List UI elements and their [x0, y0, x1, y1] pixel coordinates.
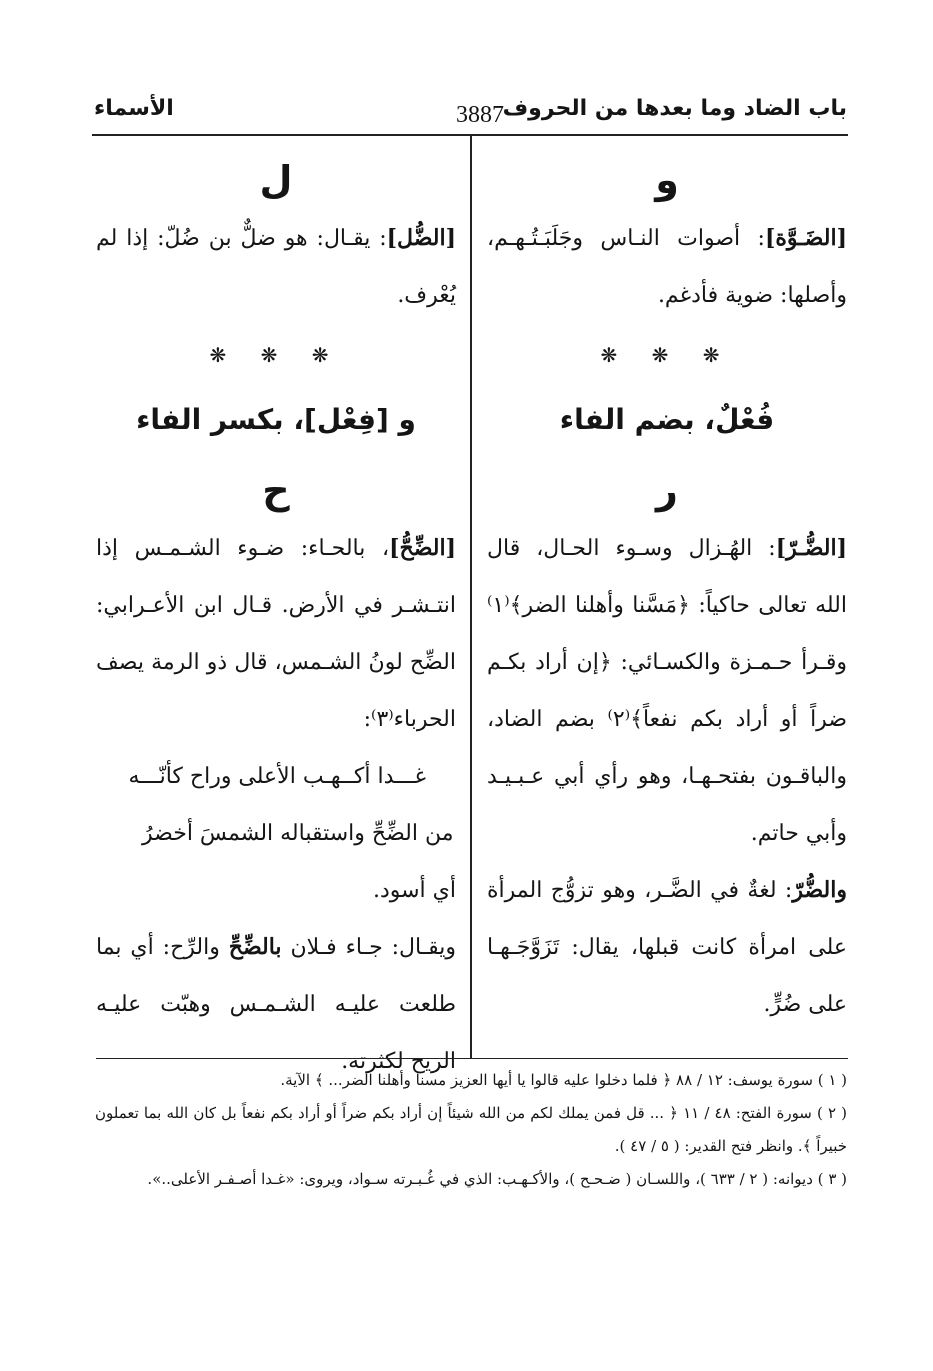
- letter-lam: ل: [259, 158, 293, 202]
- poem-verse-first: غـــدا أكــهـب الأعلى وراح كأنّـــه: [128, 764, 426, 789]
- footnote-1: ( ١ ) سورة يوسف: ١٢ / ٨٨ ﴿ فلما دخلوا عليه قالوا يا أيها العزيز مسنا وأهلنا الضر... ﴾ الآية.: [280, 1071, 847, 1089]
- entry-text: ، بالحـاء: ضـوء الشـمـس إذا انتـشـر في الأرض. قـال ابن الأعـرابي: الضِّح لونُ الشـمس، قال ذو الرمة يصف الحرباء⁽٣⁾:: [96, 536, 456, 732]
- chapter-title: باب الضاد وما بعدها من الحروف: [502, 96, 847, 121]
- section-separator: ❋ ❋ ❋: [600, 343, 734, 367]
- entry-dihh: [96, 520, 456, 748]
- headword: [الضِّحُّ]: [389, 535, 456, 561]
- footnote-2: ( ٢ ) سورة الفتح: ٤٨ / ١١ ﴿ ... قل فمن يملك لكم من الله شيئاً إن أراد بكم ضراً أو أراد بكم نفعاً بل كان الله بما تعملون خبيراً ﴾. وانظر فتح القدير: ( ٥ / ٤٧ ).: [95, 1104, 847, 1155]
- entry-text: : الهُـزال وسـوء الحـال، قال الله تعالى حاكياً: ﴿مَسَّنا وأهلنا الضر﴾⁽١⁾ وقـرأ حـمـزة والكسـائي: ﴿إن أراد بكـم ضراً أو أراد بكم نفعاً﴾⁽٢⁾ بضم الضاد، والباقـون بفتحـهـا، وهو رأي أبي عـبـيـد وأبي حاتم.: [487, 536, 847, 846]
- verse-gloss: أي أسود.: [372, 878, 456, 903]
- right-column: [487, 150, 847, 1033]
- entry-text: : لغةٌ في الضَّـر، وهو تزوُّج المرأة على امرأة كانت قبلها، يقال: تَزَوَّجَـهـا على ضُرٍّ.: [487, 878, 847, 1017]
- section-title: الأسماء: [94, 96, 174, 121]
- letter-ra: ر: [656, 468, 678, 512]
- pattern-heading: و [فِعْل]، بكسر الفاء: [136, 403, 416, 436]
- headword: [الضُّـرّ]: [775, 535, 847, 561]
- entry-text: والرِّح: أي بما طلعت عليـه الشـمـس وهبّت عليـه الريح لكثرته.: [96, 935, 456, 1074]
- footnote-3: ( ٣ ) ديوانه: ( ٢ / ٦٣٣ )، واللسـان ( ضـحـح )، والأكـهـب: الذي في غُـبـرته سـواد، ويروى: «غـدا أصـفـر الأعلى..».: [147, 1170, 847, 1188]
- entry-dawwa: [487, 210, 847, 324]
- headword: [الضَـوَّة]: [764, 225, 847, 251]
- headword: [الضُّل]: [386, 225, 456, 251]
- entry-text: : يقـال: هو ضلٌّ بن ضُلّ: إذا لم يُعْرف.: [96, 226, 456, 308]
- poem-verse-second: من الضِّحِّ واستقباله الشمسَ أخضرُ: [142, 821, 454, 846]
- left-column: [96, 150, 456, 1090]
- entry-durr: [487, 520, 847, 862]
- page-number: 3887: [456, 102, 504, 128]
- pattern-heading: فُعْلٌ، بضم الفاء: [559, 403, 775, 436]
- headword: والضُّرّ: [792, 877, 847, 903]
- footnotes: [95, 1064, 847, 1196]
- headword: بالضِّحِّ: [228, 934, 282, 960]
- entry-dull: [96, 210, 456, 324]
- entry-text: : أصوات النـاس وجَلَبَـتُـهـم، وأصلها: ضوية فأدغم.: [487, 226, 847, 308]
- section-separator: ❋ ❋ ❋: [209, 343, 343, 367]
- column-divider: [470, 136, 472, 1058]
- footnote-divider: [96, 1058, 848, 1059]
- entry-durr-2: [487, 862, 847, 1033]
- letter-ha: ح: [262, 468, 290, 512]
- entry-text: ويقـال: جـاء فـلان: [281, 935, 456, 960]
- letter-waw: و: [655, 158, 679, 202]
